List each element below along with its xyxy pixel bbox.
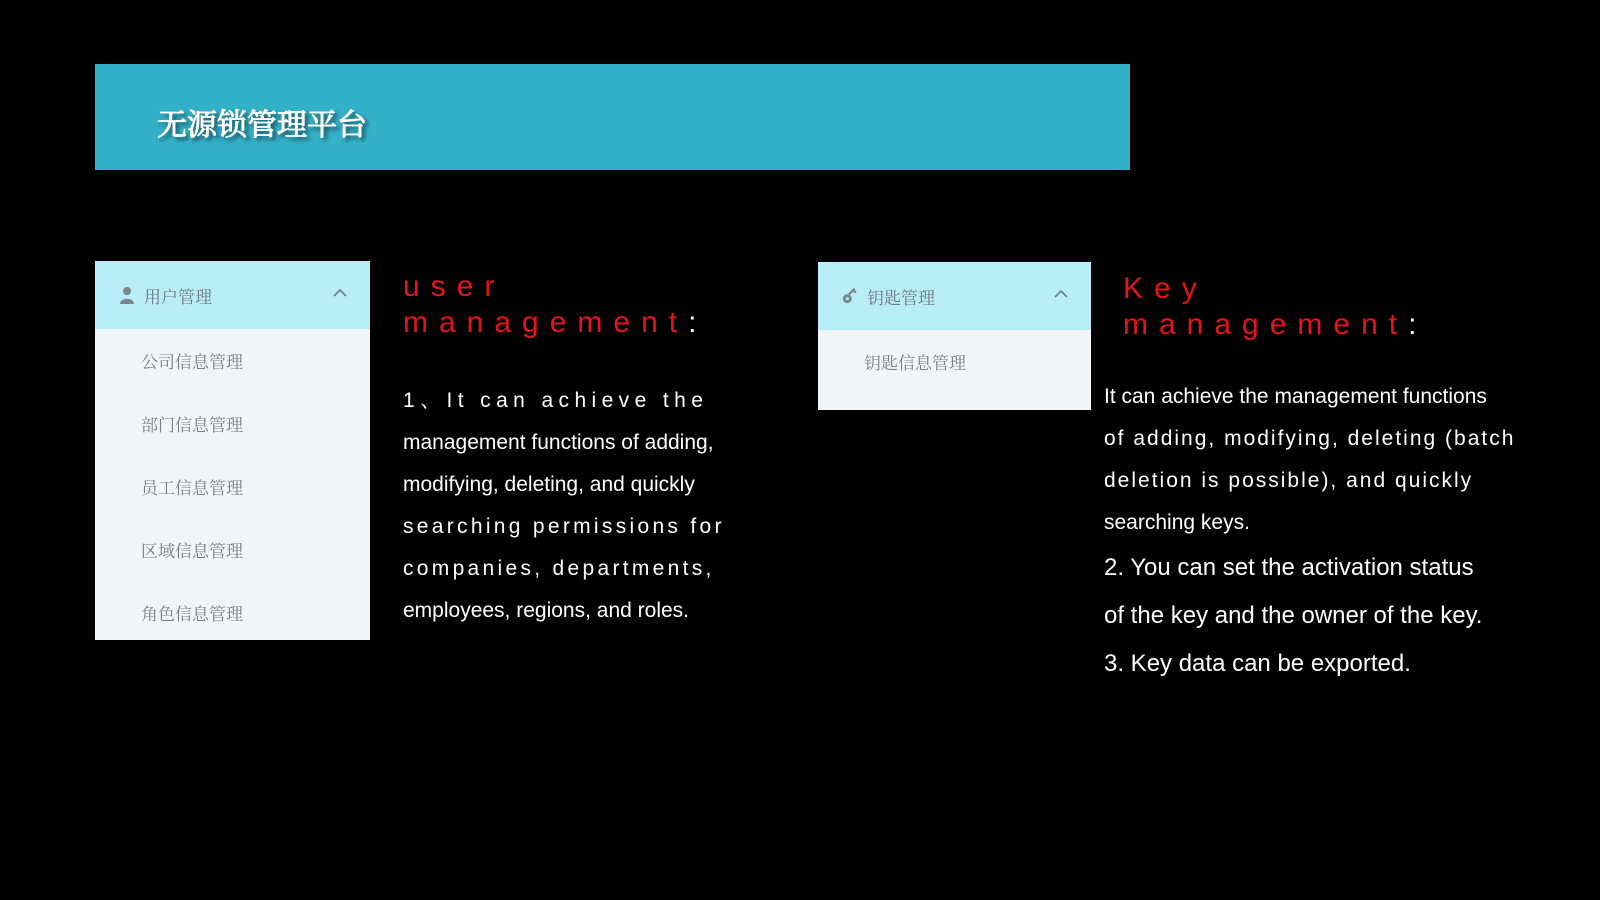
menu-item-company-info[interactable]: 公司信息管理	[141, 353, 243, 372]
user-heading-colon: :	[688, 306, 697, 339]
key-desc-line: of adding, modifying, deleting (batch	[1104, 427, 1516, 450]
key-heading-line1: Key	[1123, 272, 1208, 305]
user-desc-line: searching permissions for	[403, 515, 725, 538]
key-desc-line: 2. You can set the activation status	[1104, 554, 1474, 581]
chevron-up-icon[interactable]	[1053, 286, 1069, 302]
user-management-description	[403, 380, 725, 632]
user-management-menu	[95, 261, 370, 640]
key-desc-line: It can achieve the management functions	[1104, 385, 1487, 408]
user-desc-line: 1、It can achieve the	[403, 389, 709, 412]
key-heading-line2: management	[1123, 308, 1409, 341]
user-management-heading	[403, 269, 696, 341]
key-icon	[842, 287, 858, 305]
user-management-menu-header[interactable]	[95, 261, 370, 329]
page-title: 无源锁管理平台	[157, 109, 367, 142]
chevron-up-icon[interactable]	[332, 285, 348, 301]
user-management-menu-label: 用户管理	[144, 287, 212, 307]
key-management-menu-header[interactable]	[818, 262, 1091, 330]
key-management-description	[1104, 376, 1515, 688]
key-desc-line: 3. Key data can be exported.	[1104, 650, 1411, 677]
user-icon	[119, 286, 135, 304]
user-desc-line: management functions of adding,	[403, 431, 714, 454]
user-heading-line2: management	[403, 306, 689, 339]
key-desc-line: searching keys.	[1104, 511, 1250, 534]
key-management-menu	[818, 262, 1091, 410]
menu-item-region-info[interactable]: 区域信息管理	[141, 542, 243, 561]
user-heading-line1: user	[403, 270, 506, 303]
key-heading-colon: :	[1408, 308, 1417, 341]
key-desc-line: deletion is possible), and quickly	[1104, 469, 1474, 492]
menu-item-department-info[interactable]: 部门信息管理	[141, 416, 243, 435]
menu-item-role-info[interactable]: 角色信息管理	[141, 605, 243, 624]
user-desc-line: companies, departments,	[403, 557, 715, 580]
user-desc-line: modifying, deleting, and quickly	[403, 473, 695, 496]
menu-item-employee-info[interactable]: 员工信息管理	[141, 479, 243, 498]
user-desc-line: employees, regions, and roles.	[403, 599, 689, 622]
key-management-menu-label: 钥匙管理	[867, 288, 935, 308]
menu-item-key-info[interactable]: 钥匙信息管理	[864, 354, 966, 373]
title-banner	[95, 64, 1130, 170]
key-desc-line: of the key and the owner of the key.	[1104, 602, 1483, 629]
key-management-heading	[1123, 271, 1416, 343]
